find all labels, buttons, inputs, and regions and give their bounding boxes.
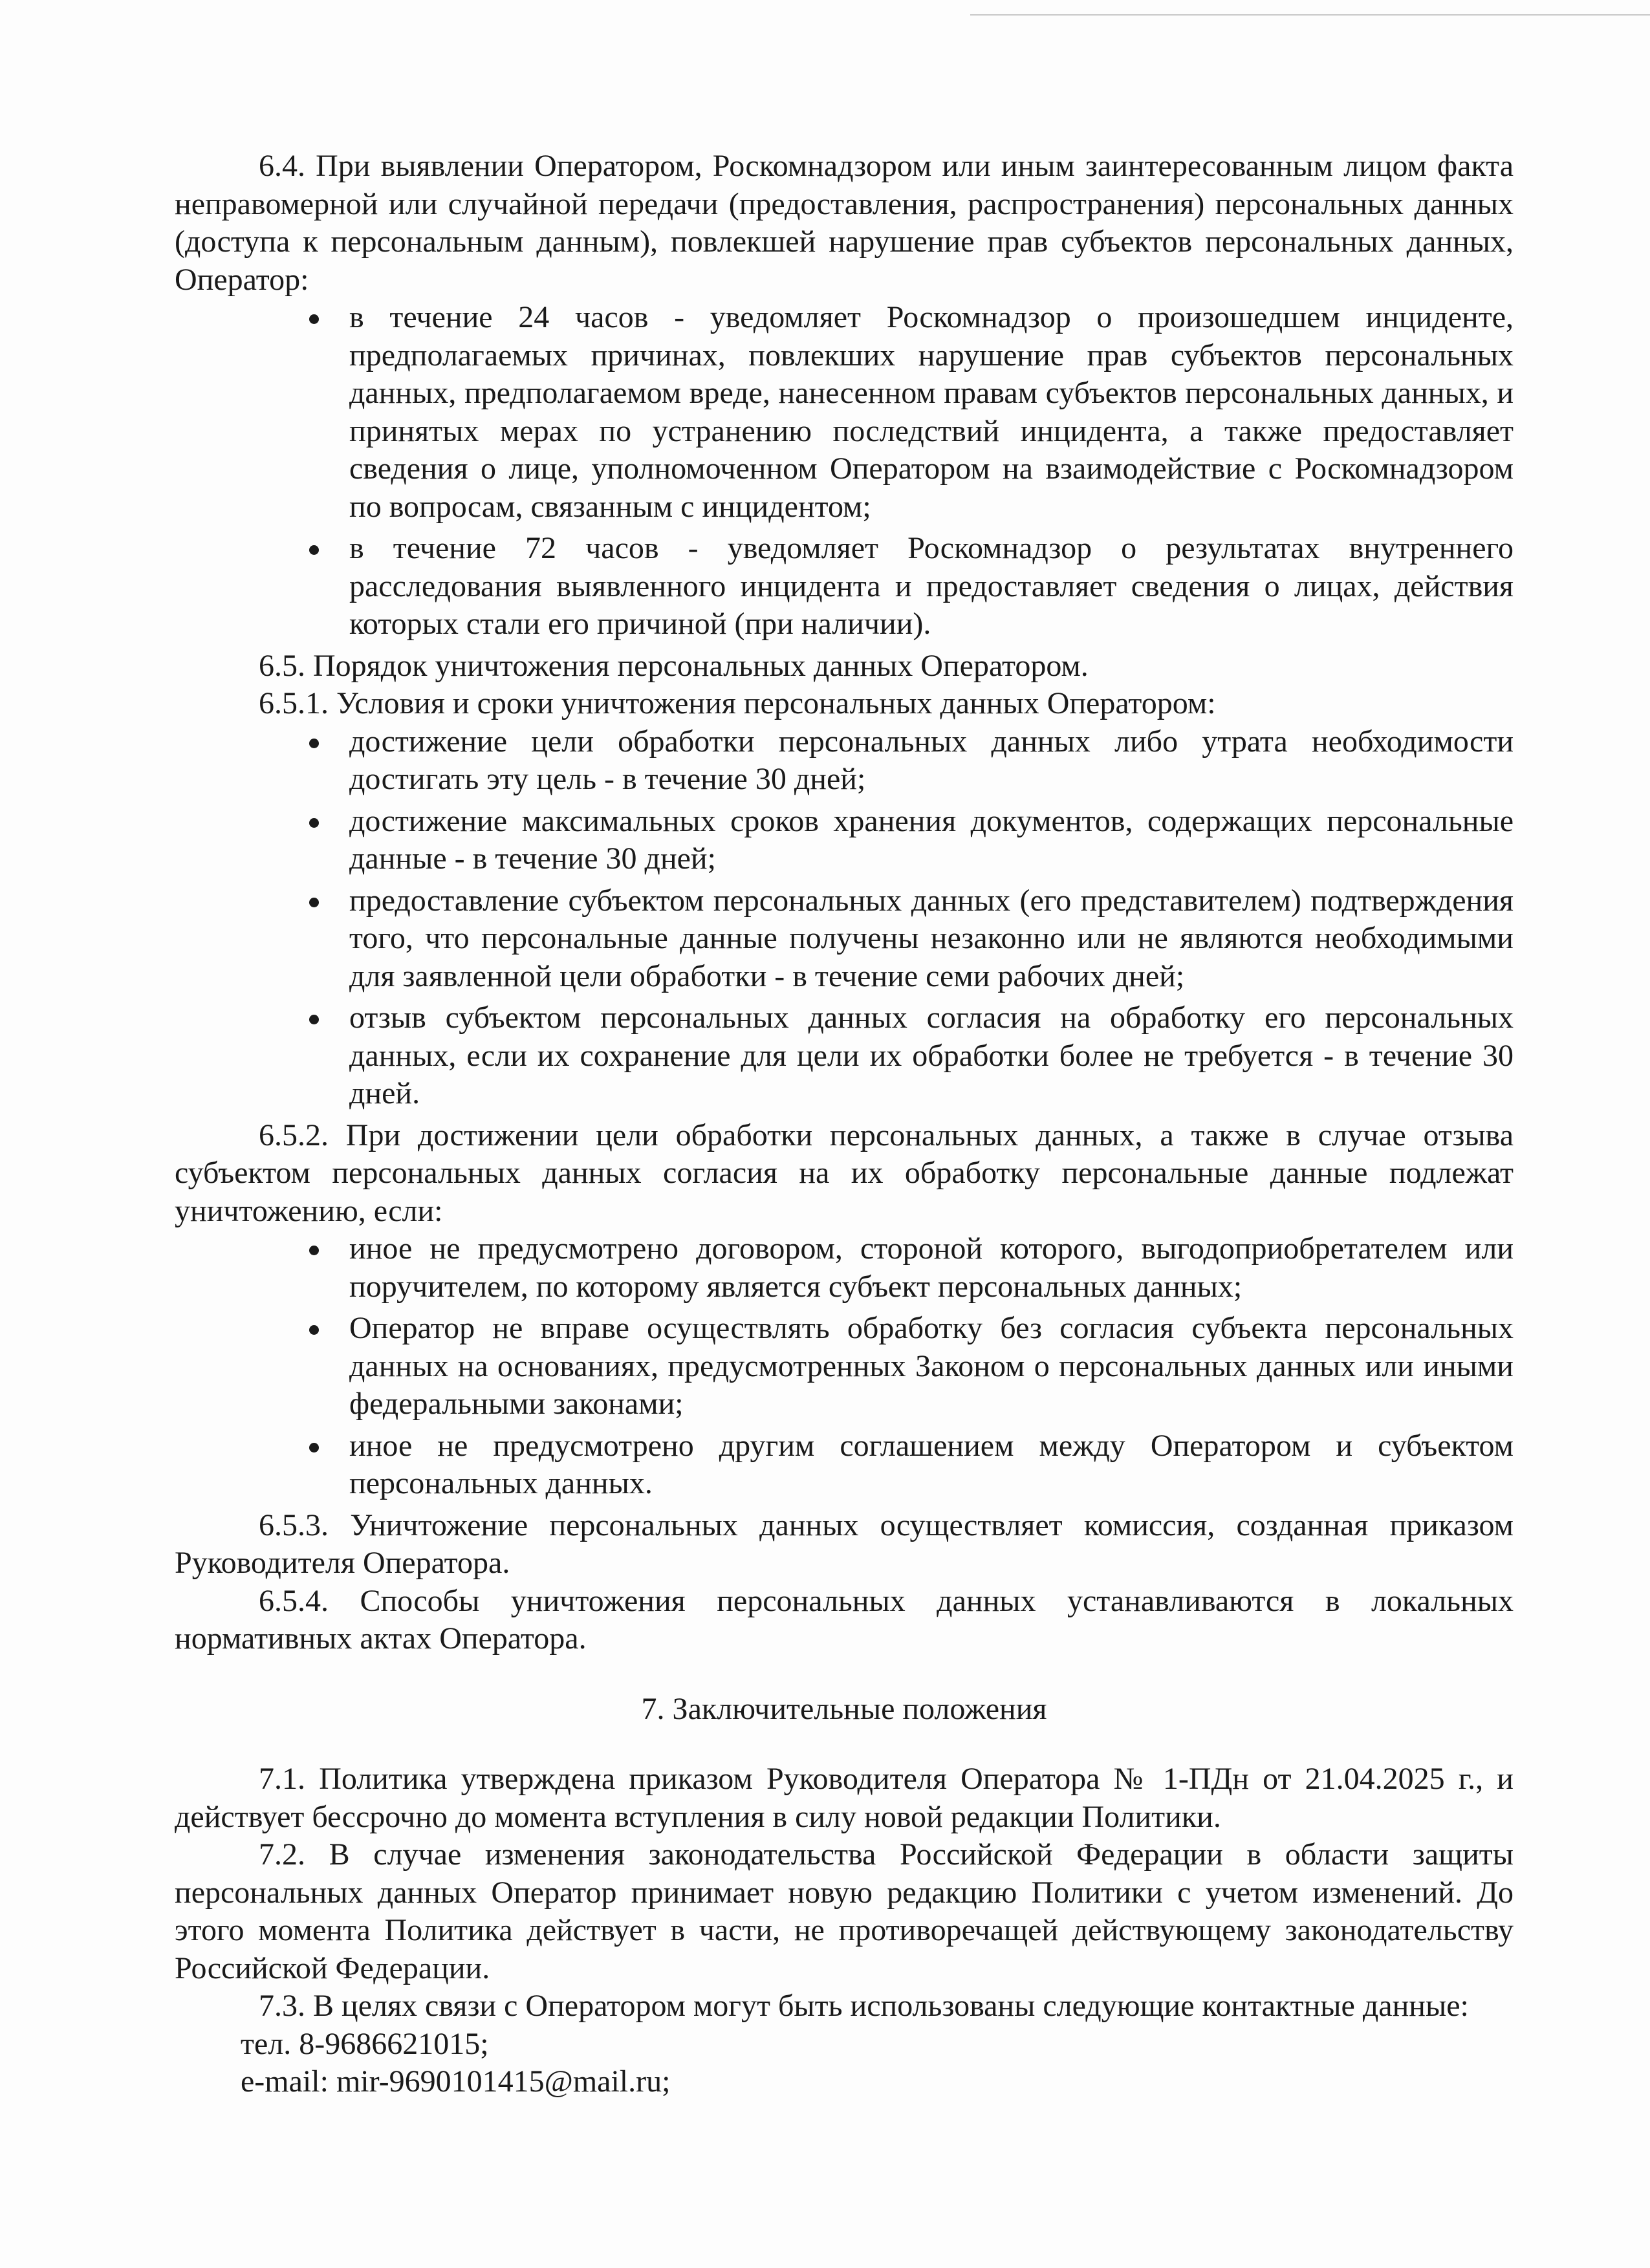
list-item: отзыв субъектом персональных данных согласия на обработку его персональных данных, если их сохранение для цели их обработки более не требуется - в течение 30 дней. (349, 999, 1514, 1113)
list-6-5-2 (175, 1230, 1514, 1503)
paragraph-6-5: 6.5. Порядок уничтожения персональных данных Оператором. (259, 648, 1089, 683)
section-7-heading: 7. Заключительные положения (641, 1691, 1047, 1726)
document-body (175, 147, 1514, 2101)
list-item: в течение 72 часов - уведомляет Роскомнадзор о результатах внутреннего расследования выявленного инцидента и предоставляет сведения о лицах, действия которых стали его причиной (при наличии). (349, 530, 1514, 643)
paragraph-7-2: 7.2. В случае изменения законодательства Российской Федерации в области защиты персональных данных Оператор принимает новую редакцию Политики с учетом изменений. До этого момента Политика действует в части, не противоречащей действующему законодательству Российской Федерации. (175, 1837, 1514, 1985)
list-item: достижение максимальных сроков хранения документов, содержащих персональные данные - в течение 30 дней; (349, 803, 1514, 878)
paragraph-6-5-1: 6.5.1. Условия и сроки уничтожения персональных данных Оператором: (259, 686, 1216, 720)
list-item: иное не предусмотрено договором, стороной которого, выгодоприобретателем или поручителем, по которому является субъект персональных данных; (349, 1230, 1514, 1306)
list-item: Оператор не вправе осуществлять обработку без согласия субъекта персональных данных на основаниях, предусмотренных Законом о персональных данных или иными федеральными законами; (349, 1310, 1514, 1423)
list-item: иное не предусмотрено другим соглашением между Оператором и субъектом персональных данных. (349, 1427, 1514, 1503)
contact-phone: тел. 8-9686621015; (241, 2026, 489, 2061)
paragraph-6-4: 6.4. При выявлении Оператором, Роскомнадзором или иным заинтересованным лицом факта неправомерной или случайной передачи (предоставления, распространения) персональных данных (доступа к персональным данным), повлекшей нарушение прав субъектов персональных данных, Оператор: (175, 149, 1514, 297)
list-item: предоставление субъектом персональных данных (его представителем) подтверждения того, что персональные данные получены незаконно или не являются необходимыми для заявленной цели обработки - в течение семи рабочих дней; (349, 882, 1514, 996)
paragraph-7-1: 7.1. Политика утверждена приказом Руководителя Оператора № 1-ПДн от 21.04.2025 г., и действует бессрочно до момента вступления в силу новой редакции Политики. (175, 1762, 1514, 1834)
paragraph-6-5-3: 6.5.3. Уничтожение персональных данных осуществляет комиссия, созданная приказом Руководителя Оператора. (175, 1507, 1514, 1580)
paragraph-7-3: 7.3. В целях связи с Оператором могут быть использованы следующие контактные данные: (259, 1989, 1469, 2023)
list-6-4 (175, 299, 1514, 643)
paragraph-6-5-2: 6.5.2. При достижении цели обработки персональных данных, а также в случае отзыва субъектом персональных данных согласия на их обработку персональные данные подлежат уничтожению, если: (175, 1118, 1514, 1228)
paragraph-6-5-4: 6.5.4. Способы уничтожения персональных данных устанавливаются в локальных нормативных актах Оператора. (175, 1583, 1514, 1656)
list-item: в течение 24 часов - уведомляет Роскомнадзор о произошедшем инциденте, предполагаемых причинах, повлекших нарушение прав субъектов персональных данных, предполагаемом вреде, нанесенном правам субъектов персональных данных, и принятых мерах по устранению последствий инцидента, а также предоставляет сведения о лице, уполномоченном Оператором на взаимодействие с Роскомнадзором по вопросам, связанным с инцидентом; (349, 299, 1514, 526)
contact-email: e-mail: mir-9690101415@mail.ru; (241, 2064, 671, 2099)
list-6-5-1 (175, 723, 1514, 1113)
scan-edge-line (970, 14, 1650, 16)
list-item: достижение цели обработки персональных данных либо утрата необходимости достигать эту цель - в течение 30 дней; (349, 723, 1514, 799)
